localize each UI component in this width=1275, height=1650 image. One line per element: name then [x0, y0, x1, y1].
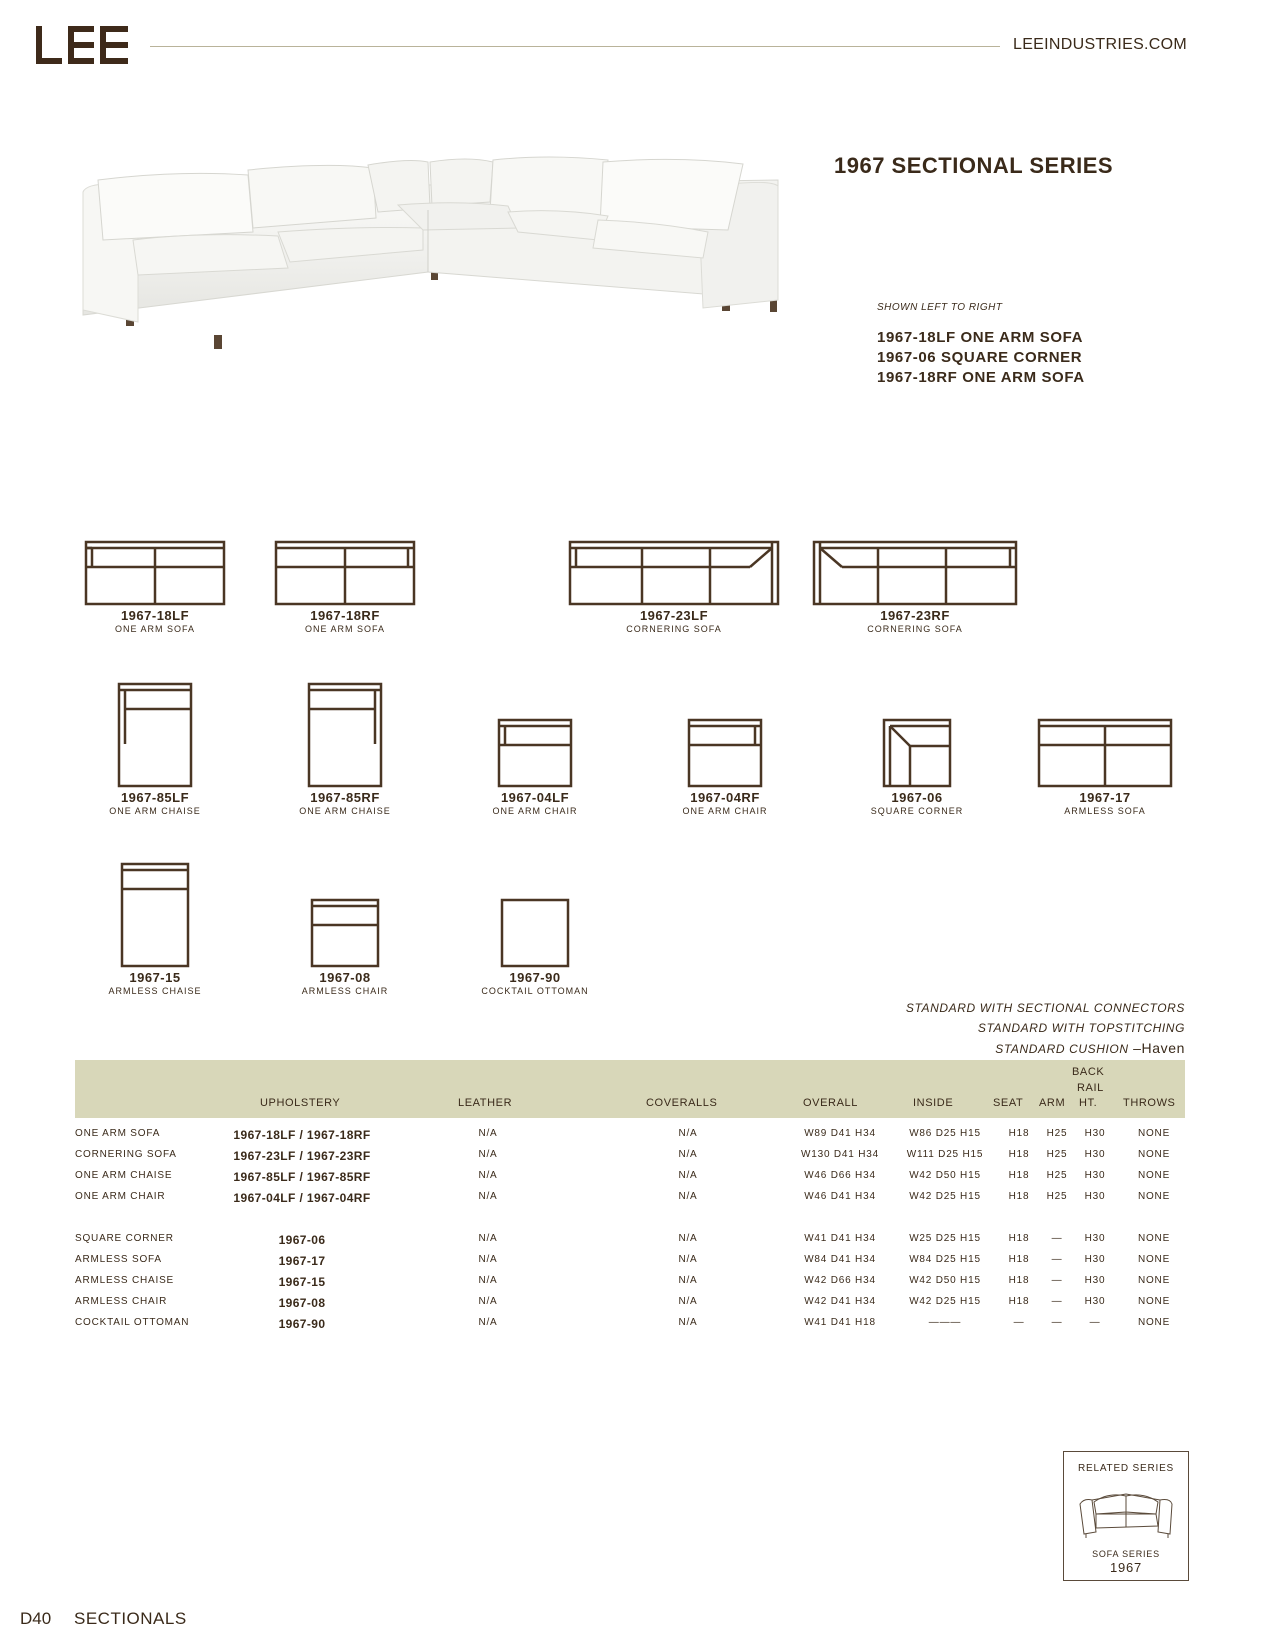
shown-item: 1967-06 SQUARE CORNER: [877, 349, 1083, 366]
row-overall: W89 D41 H34: [804, 1128, 876, 1139]
piece-name: ONE ARM CHAIR: [492, 806, 578, 816]
row-desc: ARMLESS CHAISE: [75, 1275, 175, 1286]
row-throws: NONE: [1137, 1149, 1171, 1160]
row-arm: —: [1051, 1275, 1063, 1286]
piece-name: ONE ARM CHAIR: [682, 806, 768, 816]
cornering-sofa-icon: [568, 540, 780, 606]
th-leather: LEATHER: [458, 1097, 513, 1109]
table-row: [0, 1254, 1275, 1274]
row-model: 1967-15: [278, 1275, 326, 1289]
row-seat: H18: [1008, 1275, 1030, 1286]
row-model: 1967-17: [278, 1254, 326, 1268]
piece-code: 1967-04RF: [690, 790, 760, 805]
row-model: 1967-90: [278, 1317, 326, 1331]
standard-cushion-label: STANDARD CUSHION: [995, 1042, 1129, 1056]
shown-item: 1967-18LF ONE ARM SOFA: [877, 329, 1084, 346]
row-back: H30: [1084, 1191, 1106, 1202]
table-row: [0, 1149, 1275, 1169]
row-seat: H18: [1008, 1191, 1030, 1202]
spec-table-header: [75, 1060, 1185, 1118]
standard-connectors: STANDARD WITH SECTIONAL CONNECTORS: [905, 1001, 1185, 1015]
piece-1967-06[interactable]: [846, 718, 988, 816]
row-model: 1967-08: [278, 1296, 326, 1310]
row-arm: H25: [1046, 1191, 1068, 1202]
page-number: D40: [20, 1609, 52, 1628]
sofa-sketch-icon: [1074, 1482, 1178, 1542]
row-seat: H18: [1008, 1170, 1030, 1181]
row-coveralls: N/A: [678, 1317, 698, 1328]
row-seat: H18: [1008, 1128, 1030, 1139]
piece-name: ARMLESS SOFA: [1064, 806, 1146, 816]
row-throws: NONE: [1137, 1296, 1171, 1307]
row-coveralls: N/A: [678, 1170, 698, 1181]
piece-code: 1967-18LF: [120, 608, 190, 623]
one-arm-sofa-icon: [274, 540, 416, 606]
piece-code: 1967-08: [319, 970, 371, 985]
th-throws: THROWS: [1123, 1097, 1176, 1109]
row-coveralls: N/A: [678, 1191, 698, 1202]
piece-code: 1967-06: [891, 790, 943, 805]
piece-code: 1967-90: [509, 970, 561, 985]
shown-item: 1967-18RF ONE ARM SOFA: [877, 369, 1085, 386]
piece-name: ONE ARM CHAISE: [109, 806, 201, 816]
th-back-3: HT.: [1079, 1097, 1098, 1109]
row-desc: ONE ARM CHAISE: [75, 1170, 173, 1181]
row-inside: W111 D25 H15: [906, 1149, 984, 1160]
row-desc: ONE ARM SOFA: [75, 1128, 161, 1139]
site-url[interactable]: LEEINDUSTRIES.COM: [1013, 36, 1188, 53]
shown-label: SHOWN LEFT TO RIGHT: [877, 302, 1003, 313]
row-arm: H25: [1046, 1128, 1068, 1139]
row-coveralls: N/A: [678, 1149, 698, 1160]
row-leather: N/A: [478, 1296, 498, 1307]
piece-code: 1967-17: [1079, 790, 1131, 805]
row-throws: NONE: [1137, 1275, 1171, 1286]
row-seat: —: [1013, 1317, 1025, 1328]
cornering-sofa-icon: [812, 540, 1018, 606]
one-arm-chaise-icon: [307, 682, 383, 788]
piece-code: 1967-85RF: [310, 790, 380, 805]
lee-logo: [36, 26, 128, 64]
row-model: 1967-06: [278, 1233, 326, 1247]
shown-items: [877, 328, 1085, 388]
piece-name: CORNERING SOFA: [626, 624, 722, 634]
piece-name: ONE ARM SOFA: [304, 624, 385, 634]
row-coveralls: N/A: [678, 1296, 698, 1307]
row-arm: —: [1051, 1233, 1063, 1244]
row-desc: CORNERING SOFA: [75, 1149, 177, 1160]
row-throws: NONE: [1137, 1233, 1171, 1244]
piece-name: ONE ARM SOFA: [114, 624, 195, 634]
series-title: 1967 SECTIONAL SERIES: [834, 153, 1114, 178]
piece-name: ONE ARM CHAISE: [299, 806, 391, 816]
piece-1967-18lf[interactable]: [84, 540, 226, 634]
row-coveralls: N/A: [678, 1128, 698, 1139]
one-arm-chair-icon: [687, 718, 763, 788]
row-arm: H25: [1046, 1170, 1068, 1181]
row-inside: W42 D50 H15: [909, 1170, 981, 1181]
row-inside: W86 D25 H15: [909, 1128, 981, 1139]
th-back-2: RAIL: [1077, 1082, 1104, 1094]
piece-1967-23rf[interactable]: [812, 540, 1018, 634]
row-leather: N/A: [478, 1317, 498, 1328]
th-upholstery: UPHOLSTERY: [260, 1097, 341, 1109]
row-inside: W42 D25 H15: [909, 1191, 981, 1202]
row-overall: W41 D41 H18: [804, 1317, 876, 1328]
row-leather: N/A: [478, 1170, 498, 1181]
piece-1967-17[interactable]: [1034, 718, 1176, 816]
row-arm: —: [1051, 1317, 1063, 1328]
standard-topstitching: STANDARD WITH TOPSTITCHING: [977, 1021, 1185, 1035]
row-back: H30: [1084, 1170, 1106, 1181]
header-rule: [150, 46, 1000, 47]
one-arm-sofa-icon: [84, 540, 226, 606]
row-overall: W42 D66 H34: [804, 1275, 876, 1286]
table-row: [0, 1296, 1275, 1316]
row-back: H30: [1084, 1149, 1106, 1160]
th-seat: SEAT: [993, 1097, 1024, 1109]
row-arm: —: [1051, 1296, 1063, 1307]
row-throws: NONE: [1137, 1317, 1171, 1328]
piece-1967-85rf[interactable]: [274, 682, 416, 816]
related-name: SOFA SERIES: [1092, 1549, 1160, 1559]
row-leather: N/A: [478, 1275, 498, 1286]
row-back: H30: [1084, 1128, 1106, 1139]
table-row: [0, 1191, 1275, 1211]
piece-code: 1967-85LF: [120, 790, 190, 805]
row-throws: NONE: [1137, 1170, 1171, 1181]
armless-sofa-icon: [1037, 718, 1173, 788]
row-back: —: [1089, 1317, 1101, 1328]
piece-code: 1967-04LF: [500, 790, 570, 805]
row-desc: ARMLESS SOFA: [75, 1254, 162, 1265]
row-overall: W84 D41 H34: [804, 1254, 876, 1265]
row-throws: NONE: [1137, 1254, 1171, 1265]
row-arm: —: [1051, 1254, 1063, 1265]
standard-cushion: [906, 1038, 1185, 1059]
piece-1967-23lf[interactable]: [568, 540, 780, 634]
row-leather: N/A: [478, 1149, 498, 1160]
row-desc: ONE ARM CHAIR: [75, 1191, 166, 1202]
row-desc: ARMLESS CHAIR: [75, 1296, 168, 1307]
row-desc: SQUARE CORNER: [75, 1233, 174, 1244]
piece-name: COCKTAIL OTTOMAN: [481, 986, 589, 996]
one-arm-chaise-icon: [117, 682, 193, 788]
piece-code: 1967-23RF: [880, 608, 950, 623]
row-throws: NONE: [1137, 1128, 1171, 1139]
row-model: 1967-04LF / 1967-04RF: [233, 1191, 371, 1205]
sectional-sofa-photo: [78, 150, 808, 365]
row-coveralls: N/A: [678, 1254, 698, 1265]
related-series-box[interactable]: [1063, 1451, 1189, 1581]
row-leather: N/A: [478, 1233, 498, 1244]
row-overall: W46 D41 H34: [804, 1191, 876, 1202]
row-leather: N/A: [478, 1254, 498, 1265]
row-model: 1967-85LF / 1967-85RF: [233, 1170, 371, 1184]
row-inside: W25 D25 H15: [909, 1233, 981, 1244]
row-overall: W42 D41 H34: [804, 1296, 876, 1307]
row-leather: N/A: [478, 1191, 498, 1202]
table-row: [0, 1317, 1275, 1337]
piece-1967-04rf[interactable]: [654, 718, 796, 816]
th-coveralls: COVERALLS: [646, 1097, 718, 1109]
piece-1967-85lf[interactable]: [84, 682, 226, 816]
table-row: [0, 1233, 1275, 1253]
related-title: RELATED SERIES: [1077, 1463, 1175, 1474]
armless-chaise-icon: [120, 862, 190, 968]
row-model: 1967-23LF / 1967-23RF: [233, 1149, 371, 1163]
th-inside: INSIDE: [913, 1097, 954, 1109]
row-seat: H18: [1008, 1149, 1030, 1160]
row-inside: W42 D50 H15: [909, 1275, 981, 1286]
row-back: H30: [1084, 1296, 1106, 1307]
related-number: 1967: [1109, 1560, 1143, 1575]
table-row: [0, 1128, 1275, 1148]
piece-name: ARMLESS CHAIR: [301, 986, 389, 996]
square-corner-icon: [882, 718, 952, 788]
piece-code: 1967-23LF: [639, 608, 709, 623]
armless-chair-icon: [310, 898, 380, 968]
th-arm: ARM: [1039, 1097, 1066, 1109]
table-row: [0, 1170, 1275, 1190]
row-model: 1967-18LF / 1967-18RF: [233, 1128, 371, 1142]
row-overall: W130 D41 H34: [801, 1149, 879, 1160]
piece-1967-08[interactable]: [274, 898, 416, 996]
row-inside: W84 D25 H15: [909, 1254, 981, 1265]
row-inside: ———: [928, 1317, 962, 1328]
row-back: H30: [1084, 1254, 1106, 1265]
row-coveralls: N/A: [678, 1233, 698, 1244]
row-desc: COCKTAIL OTTOMAN: [75, 1317, 190, 1328]
section-name: SECTIONALS: [74, 1609, 187, 1628]
row-back: H30: [1084, 1233, 1106, 1244]
piece-1967-04lf[interactable]: [464, 718, 606, 816]
row-leather: N/A: [478, 1128, 498, 1139]
row-coveralls: N/A: [678, 1275, 698, 1286]
piece-name: ARMLESS CHAISE: [108, 986, 202, 996]
th-overall: OVERALL: [803, 1097, 858, 1109]
row-overall: W46 D66 H34: [804, 1170, 876, 1181]
piece-1967-18rf[interactable]: [274, 540, 416, 634]
row-throws: NONE: [1137, 1191, 1171, 1202]
piece-code: 1967-18RF: [310, 608, 380, 623]
piece-name: SQUARE CORNER: [870, 806, 964, 816]
row-seat: H18: [1008, 1254, 1030, 1265]
row-inside: W42 D25 H15: [909, 1296, 981, 1307]
row-seat: H18: [1008, 1233, 1030, 1244]
th-back-1: BACK: [1072, 1066, 1105, 1078]
cocktail-ottoman-icon: [500, 898, 570, 968]
row-overall: W41 D41 H34: [804, 1233, 876, 1244]
standards-notes: [906, 998, 1185, 1059]
row-seat: H18: [1008, 1296, 1030, 1307]
table-row: [0, 1275, 1275, 1295]
piece-1967-90[interactable]: [464, 898, 606, 996]
row-back: H30: [1084, 1275, 1106, 1286]
piece-code: 1967-15: [129, 970, 181, 985]
piece-1967-15[interactable]: [84, 862, 226, 996]
one-arm-chair-icon: [497, 718, 573, 788]
standard-cushion-value: –Haven: [1128, 1040, 1185, 1056]
piece-name: CORNERING SOFA: [867, 624, 963, 634]
row-arm: H25: [1046, 1149, 1068, 1160]
